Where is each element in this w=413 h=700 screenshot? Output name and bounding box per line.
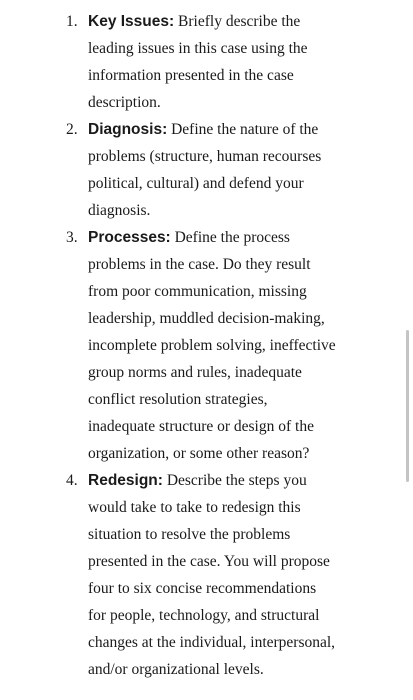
- item-text: diagnosis.: [88, 202, 151, 219]
- item-term: Diagnosis:: [88, 121, 168, 138]
- list-item-diagnosis: [0, 116, 400, 224]
- item-number: 4.: [66, 472, 78, 489]
- item-first-line: [88, 8, 400, 35]
- list-item-key-issues: [0, 8, 400, 116]
- list-item-redesign: [0, 467, 400, 683]
- item-term: Redesign:: [88, 472, 163, 489]
- item-text: Define the nature of the: [171, 121, 319, 138]
- item-text: inadequate structure or design of the: [88, 418, 314, 435]
- item-text: information presented in the case: [88, 67, 294, 84]
- item-number: 3.: [66, 229, 78, 246]
- numbered-list: [0, 8, 400, 683]
- item-text: four to six concise recommendations: [88, 580, 317, 597]
- item-text: Briefly describe the: [178, 13, 301, 30]
- item-text: Describe the steps you: [166, 472, 307, 489]
- item-text: changes at the individual, interpersonal,: [88, 634, 336, 651]
- item-first-line: [88, 467, 400, 494]
- item-text: organization, or some other reason?: [88, 445, 310, 462]
- item-text: would take to take to redesign this: [88, 499, 301, 516]
- item-text: situation to resolve the problems: [88, 526, 291, 543]
- item-text: for people, technology, and structural: [88, 607, 320, 624]
- item-text: and/or organizational levels.: [88, 661, 264, 678]
- item-text: group norms and rules, inadequate: [88, 364, 302, 381]
- list-item-processes: [0, 224, 400, 467]
- item-number: 1.: [66, 13, 78, 30]
- item-text: leading issues in this case using the: [88, 40, 308, 57]
- item-text: from poor communication, missing: [88, 283, 307, 300]
- item-text: political, cultural) and defend your: [88, 175, 304, 192]
- item-first-line: [88, 116, 400, 143]
- item-text: problems in the case. Do they result: [88, 256, 311, 273]
- item-first-line: [88, 224, 400, 251]
- item-number: 2.: [66, 121, 78, 138]
- item-term: Key Issues:: [88, 13, 175, 30]
- item-text: Define the process: [174, 229, 290, 246]
- item-text: problems (structure, human recourses: [88, 148, 322, 165]
- item-text: leadership, muddled decision-making,: [88, 310, 325, 327]
- item-text: conflict resolution strategies,: [88, 391, 268, 408]
- vertical-scrollbar[interactable]: [406, 330, 409, 482]
- item-text: presented in the case. You will propose: [88, 553, 330, 570]
- item-text: incomplete problem solving, ineffective: [88, 337, 336, 354]
- item-term: Processes:: [88, 229, 171, 246]
- item-text: description.: [88, 94, 161, 111]
